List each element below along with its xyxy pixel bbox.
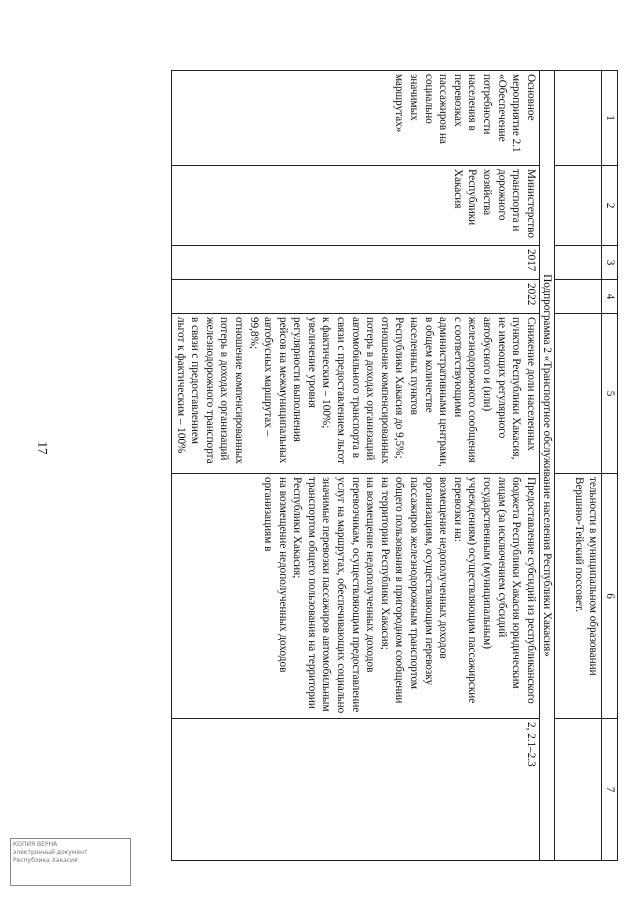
stamp-line-3: Республика Хакасия: [13, 857, 78, 864]
header-col-6: 6: [602, 474, 618, 719]
header-col-2: 2: [602, 166, 618, 246]
cont-cell-3: [555, 246, 602, 280]
cont-cell-6: тельности в муниципальном образовании Вершино-Тейский поссовет.: [555, 474, 602, 719]
header-col-4: 4: [602, 280, 618, 314]
start-year-cell: 2017: [171, 246, 539, 280]
header-col-3: 3: [602, 246, 618, 280]
cont-cell-2: [555, 166, 602, 246]
rotated-table-container: [128, 70, 618, 860]
header-col-5: 5: [602, 314, 618, 474]
main-row: [171, 71, 539, 861]
header-row: [602, 71, 618, 861]
stamp-line-2: электронный документ: [13, 849, 88, 856]
copy-stamp: [10, 838, 131, 886]
continuation-row: [555, 71, 602, 861]
cont-cell-5: [555, 314, 602, 474]
header-col-7: 7: [602, 719, 618, 861]
cont-cell-4: [555, 280, 602, 314]
expected-result-cell: Снижение доли населенных пунктов Республики Хакасия, не имеющих регулярного автобусного и (или) железнодорожного сообщения с соответствующими административными центрами, в общем количестве населенных пунктов Республики Хакасия до 9,5%; отношение компенсированных потерь в доходах организаций автомобильного транспорта в связи с предоставлением льгот к фактическим – 100%; увеличение уровня регулярности выполнения рейсов на межмуниципальных автобусных маршрутах – 99,8%; отношение компенсированных потерь в доходах организаций железнодорожного транспорта в связи с предоставлением льгот к фактическим – 100%: [171, 314, 539, 474]
subprogram-title: Подпрограмма 2 «Транспортное обслуживание населения Республики Хакасия»: [539, 71, 555, 861]
implementation-cell: Предоставление субсидий из республиканского бюджета Республики Хакасия юридическим лицам (за исключением субсидий государственным (муниципальным) учреждениям) осуществляющим пассажирские перевозки на: возмещение недополученных доходов организациям, осуществляющим перевозку пассажиров железнодорожным транспортом общего пользования в пригородном сообщении на территории Республики Хакасия; на возмещение недополученных доходов перевозчикам, осуществляющим предоставление услуг на маршрутах, обеспечивающих социально значимые перевозки пассажиров автомобильным транспортом общего пользования на территории Республики Хакасия; на возмещение недополученных доходов организациям в: [171, 474, 539, 719]
page-number: [36, 440, 49, 456]
measure-name-cell: Основное мероприятие 2.1 «Обеспечение потребности населения в перевозках пассажиров на социально значимых маршрутах»: [171, 71, 539, 166]
page-number-text: 17: [35, 441, 51, 455]
executor-cell: Министерство транспорта и дорожного хозяйства Республики Хакасия: [171, 166, 539, 246]
stamp-line-1: КОПИЯ ВЕРНА: [13, 841, 58, 848]
cont-cell-1: [555, 71, 602, 166]
header-col-1: 1: [602, 71, 618, 166]
indicators-cell: 2, 2.1–2.3: [171, 719, 539, 861]
measures-table: [171, 70, 618, 861]
subprogram-row: [539, 71, 555, 861]
cont-cell-7: [555, 719, 602, 861]
end-year-cell: 2022: [171, 280, 539, 314]
